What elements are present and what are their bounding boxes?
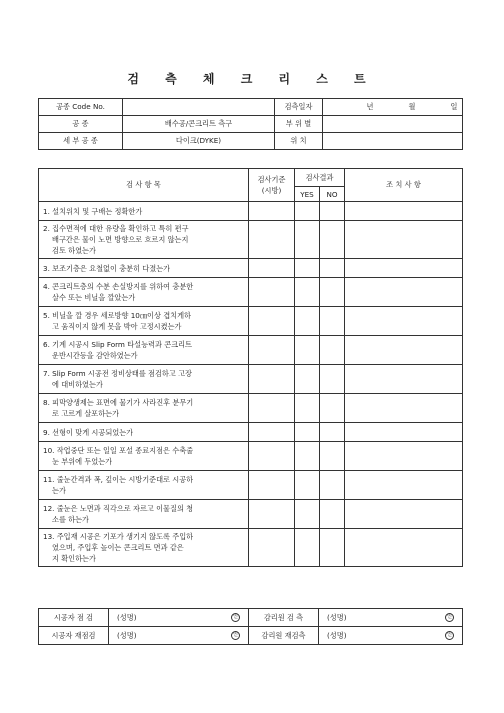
checklist-item-line: 5. 비닐을 깔 경우 세로방향 10㎝이상 겹치게하 bbox=[43, 311, 191, 320]
no-cell[interactable] bbox=[320, 471, 345, 500]
no-cell[interactable] bbox=[320, 278, 345, 307]
no-cell[interactable] bbox=[320, 202, 345, 221]
no-cell[interactable] bbox=[320, 394, 345, 423]
col-action-header: 조 치 사 항 bbox=[345, 169, 463, 202]
col-result-header: 검사결과 bbox=[295, 169, 345, 187]
yes-cell[interactable] bbox=[295, 307, 320, 336]
checklist-item-line: 고 움직이지 않게 못을 박아 고정시켰는가 bbox=[52, 322, 182, 331]
checklist-item-line: 배구간은 물이 노면 방향으로 흐르지 않는지 bbox=[52, 235, 189, 244]
checklist-item-text bbox=[39, 442, 249, 471]
standard-cell[interactable] bbox=[249, 307, 295, 336]
col-standard-line2: (시방) bbox=[261, 186, 282, 195]
checklist-item-text bbox=[39, 529, 249, 567]
checklist-row bbox=[39, 307, 463, 336]
checklist-item-line: 11. 줄눈간격과 폭, 깊이는 시방기준대로 시공하 bbox=[43, 475, 194, 484]
yes-cell[interactable] bbox=[295, 423, 320, 442]
col-item-header: 검 사 항 목 bbox=[39, 169, 249, 202]
checklist-item-line: 8. 피막양생제는 표면에 물기가 사라진후 분무기 bbox=[43, 398, 194, 407]
no-cell[interactable] bbox=[320, 423, 345, 442]
action-cell[interactable] bbox=[345, 307, 463, 336]
part-label: 부 위 별 bbox=[275, 116, 323, 133]
part-value[interactable] bbox=[323, 116, 463, 133]
checklist-item-line: 눈 부위에 두었는가 bbox=[52, 457, 113, 466]
checklist-item-line: 6. 기계 시공시 Slip Form 타설능력과 콘크리트 bbox=[43, 340, 192, 349]
date-value[interactable] bbox=[323, 99, 463, 116]
checklist-item-line: 는가 bbox=[52, 486, 66, 495]
checklist-item-text bbox=[39, 423, 249, 442]
contractor-recheck-sign[interactable] bbox=[109, 627, 249, 645]
checklist-item-line: 3. 보조기층은 요철없이 충분히 다졌는가 bbox=[43, 263, 171, 273]
standard-cell[interactable] bbox=[249, 365, 295, 394]
code-label: 공종 Code No. bbox=[39, 99, 123, 116]
work-value: 배수공/콘크리트 측구 bbox=[123, 116, 275, 133]
yes-cell[interactable] bbox=[295, 336, 320, 365]
standard-cell[interactable] bbox=[249, 423, 295, 442]
yes-cell[interactable] bbox=[295, 221, 320, 259]
contractor-check-label: 시공자 점 검 bbox=[39, 609, 109, 627]
header-table bbox=[38, 98, 463, 150]
supervisor-check-label: 감리원 검 측 bbox=[249, 609, 319, 627]
seal-icon: 인 bbox=[231, 631, 240, 640]
contractor-recheck-label: 시공자 재점검 bbox=[39, 627, 109, 645]
no-cell[interactable] bbox=[320, 442, 345, 471]
checklist-item-line: 4. 콘크리트층의 수분 손실방지를 위하여 충분한 bbox=[43, 282, 194, 291]
action-cell[interactable] bbox=[345, 471, 463, 500]
supervisor-recheck-sign[interactable] bbox=[319, 627, 463, 645]
yes-cell[interactable] bbox=[295, 529, 320, 567]
action-cell[interactable] bbox=[345, 221, 463, 259]
loc-value[interactable] bbox=[323, 133, 463, 150]
supervisor-recheck-label: 감리원 재검측 bbox=[249, 627, 319, 645]
checklist-row bbox=[39, 336, 463, 365]
checklist-item-line: 12. 줄눈은 노면과 직각으로 자르고 이물질의 청 bbox=[43, 504, 194, 513]
action-cell[interactable] bbox=[345, 365, 463, 394]
col-standard-line1: 검사기준 bbox=[257, 175, 286, 184]
sign-name-label: (성명) bbox=[117, 612, 137, 622]
checklist-item-line: 7. Slip Form 시공전 정비상태를 점검하고 고장 bbox=[43, 369, 192, 378]
checklist-item-line: 살수 또는 비닐을 깔았는가 bbox=[52, 293, 136, 302]
action-cell[interactable] bbox=[345, 500, 463, 529]
checklist-item-text bbox=[39, 365, 249, 394]
code-value[interactable] bbox=[123, 99, 275, 116]
detail-label: 세 부 공 종 bbox=[39, 133, 123, 150]
checklist-row bbox=[39, 259, 463, 278]
standard-cell[interactable] bbox=[249, 278, 295, 307]
seal-icon: 인 bbox=[445, 613, 454, 622]
date-day: 일 bbox=[450, 102, 458, 111]
checklist-table bbox=[38, 168, 463, 567]
action-cell[interactable] bbox=[345, 442, 463, 471]
yes-cell[interactable] bbox=[295, 365, 320, 394]
yes-cell[interactable] bbox=[295, 259, 320, 278]
action-cell[interactable] bbox=[345, 529, 463, 567]
date-month: 월 bbox=[408, 102, 416, 111]
standard-cell[interactable] bbox=[249, 471, 295, 500]
contractor-check-sign[interactable] bbox=[109, 609, 249, 627]
page-title: 검 측 체 크 리 스 트 bbox=[127, 72, 377, 86]
checklist-item-line: 2. 집수면적에 대한 유량을 확인하고 특히 편구 bbox=[43, 224, 189, 233]
sign-name-label: (성명) bbox=[327, 612, 347, 622]
action-cell[interactable] bbox=[345, 202, 463, 221]
date-year: 년 bbox=[366, 102, 374, 111]
checklist-row bbox=[39, 365, 463, 394]
checklist-item-line: 13. 주입재 시공은 기포가 생기지 않도록 주입하 bbox=[43, 532, 194, 541]
no-cell[interactable] bbox=[320, 221, 345, 259]
checklist-row bbox=[39, 442, 463, 471]
yes-cell[interactable] bbox=[295, 442, 320, 471]
checklist-row bbox=[39, 202, 463, 221]
standard-cell[interactable] bbox=[249, 442, 295, 471]
no-cell[interactable] bbox=[320, 307, 345, 336]
checklist-item-line: 1. 설치위치 및 구배는 정확한가 bbox=[43, 206, 143, 216]
seal-icon: 인 bbox=[445, 631, 454, 640]
checklist-row bbox=[39, 423, 463, 442]
standard-cell[interactable] bbox=[249, 336, 295, 365]
yes-cell[interactable] bbox=[295, 394, 320, 423]
checklist-row bbox=[39, 394, 463, 423]
checklist-item-line: 였으며, 주입후 높이는 콘크리트 면과 같은 bbox=[52, 543, 184, 552]
loc-label: 위 치 bbox=[275, 133, 323, 150]
col-standard-header bbox=[249, 169, 295, 202]
checklist-item-text bbox=[39, 202, 249, 221]
action-cell[interactable] bbox=[345, 423, 463, 442]
checklist-item-line: 로 고르게 살포하는가 bbox=[52, 409, 120, 418]
sign-name-label: (성명) bbox=[117, 630, 137, 640]
no-cell[interactable] bbox=[320, 529, 345, 567]
yes-cell[interactable] bbox=[295, 278, 320, 307]
standard-cell[interactable] bbox=[249, 202, 295, 221]
no-cell[interactable] bbox=[320, 365, 345, 394]
checklist-row bbox=[39, 529, 463, 567]
action-cell[interactable] bbox=[345, 259, 463, 278]
detail-value: 다이크(DYKE) bbox=[123, 133, 275, 150]
date-label: 검측일자 bbox=[275, 99, 323, 116]
action-cell[interactable] bbox=[345, 278, 463, 307]
checklist-item-text bbox=[39, 336, 249, 365]
checklist-item-line: 9. 선형이 맞게 시공되었는가 bbox=[43, 427, 134, 437]
checklist-item-line: 10. 작업중단 또는 일일 포설 종료지점은 수축줄 bbox=[43, 446, 194, 455]
checklist-item-text bbox=[39, 394, 249, 423]
supervisor-check-sign[interactable] bbox=[319, 609, 463, 627]
checklist-row bbox=[39, 221, 463, 259]
checklist-item-text bbox=[39, 500, 249, 529]
checklist-item-line: 소를 하는가 bbox=[52, 515, 90, 524]
col-yes-header: YES bbox=[295, 187, 320, 202]
checklist-item-line: 지 확인하는가 bbox=[52, 554, 96, 563]
signature-table bbox=[38, 608, 463, 645]
yes-cell[interactable] bbox=[295, 500, 320, 529]
checklist-item-text bbox=[39, 278, 249, 307]
standard-cell[interactable] bbox=[249, 259, 295, 278]
seal-icon: 인 bbox=[231, 613, 240, 622]
no-cell[interactable] bbox=[320, 336, 345, 365]
standard-cell[interactable] bbox=[249, 500, 295, 529]
checklist-row bbox=[39, 471, 463, 500]
standard-cell[interactable] bbox=[249, 221, 295, 259]
action-cell[interactable] bbox=[345, 336, 463, 365]
checklist-item-line: 검토 하였는가 bbox=[52, 246, 96, 255]
checklist-item-line: 에 대비하였는가 bbox=[52, 380, 103, 389]
checklist-row bbox=[39, 500, 463, 529]
checklist-item-line: 운반시간등을 감안하였는가 bbox=[52, 351, 138, 360]
standard-cell[interactable] bbox=[249, 394, 295, 423]
no-cell[interactable] bbox=[320, 259, 345, 278]
yes-cell[interactable] bbox=[295, 471, 320, 500]
sign-name-label: (성명) bbox=[327, 630, 347, 640]
col-no-header: NO bbox=[320, 187, 345, 202]
standard-cell[interactable] bbox=[249, 529, 295, 567]
yes-cell[interactable] bbox=[295, 202, 320, 221]
work-label: 공 종 bbox=[39, 116, 123, 133]
checklist-item-text bbox=[39, 471, 249, 500]
action-cell[interactable] bbox=[345, 394, 463, 423]
no-cell[interactable] bbox=[320, 500, 345, 529]
checklist-item-text bbox=[39, 221, 249, 259]
checklist-item-text bbox=[39, 307, 249, 336]
checklist-row bbox=[39, 278, 463, 307]
checklist-item-text bbox=[39, 259, 249, 278]
